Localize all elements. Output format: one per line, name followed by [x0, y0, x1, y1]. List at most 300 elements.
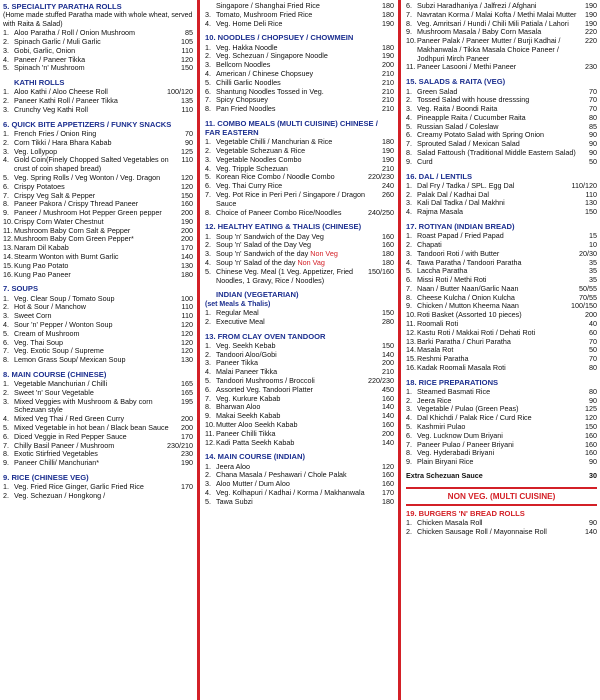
- item-price: 130: [585, 198, 597, 208]
- item-name-text: Kung Pao Potato: [14, 260, 69, 270]
- item-number: 8.: [3, 199, 9, 209]
- section-title: 8. MAIN COURSE (CHINESE): [3, 369, 107, 379]
- menu-item: [406, 364, 597, 373]
- item-number: 5.: [3, 328, 9, 338]
- item-number: 7.: [3, 346, 9, 356]
- item-name-text: Crunchy Veg Kathi Roll: [14, 105, 88, 115]
- item-price: 120: [181, 319, 193, 329]
- item-name-text: Veg. Amritsari / Hundi / Chili Mili Patiala / Lahori: [417, 18, 569, 28]
- item-name-text: Tossed Salad with house dresssing: [417, 95, 530, 105]
- item-price: 120: [181, 172, 193, 182]
- item-name-text: Paneer Tikka: [216, 358, 258, 368]
- section-title: 9. RICE (CHINESE VEG): [3, 472, 89, 482]
- item-price: 70: [589, 86, 597, 96]
- item-price: 40: [589, 318, 597, 328]
- item-price: 180: [181, 269, 193, 279]
- menu-item: [406, 37, 597, 63]
- item-number: 2.: [205, 349, 211, 359]
- item-number: 7.: [406, 439, 412, 449]
- item-price: 110: [181, 105, 193, 115]
- item-name-text: French Fries / Onion Ring: [14, 129, 97, 139]
- item-name-text: Paneer Palak / Paneer Mutter / Burji Kadhai / Makhanwala / Tikka Masala Choice Paneer / Jodhpuri Mirch Paneer: [417, 36, 561, 63]
- nonveg-items: [406, 519, 597, 537]
- section-title: 10. NOODLES / CHOPSUEY / CHOWMEIN: [205, 33, 354, 43]
- item-number: 2.: [3, 96, 9, 106]
- item-price: 90: [589, 457, 597, 467]
- menu-section: [3, 120, 193, 280]
- item-name: [14, 64, 179, 73]
- item-name-text: Veg. Lucknow Dum Briyani: [417, 430, 503, 440]
- menu-item: [406, 158, 597, 167]
- item-price: 190: [382, 146, 394, 156]
- item-price: 190: [382, 154, 394, 164]
- item-number: 4.: [406, 112, 412, 122]
- item-number: 4.: [3, 155, 9, 165]
- item-number: 6.: [406, 130, 412, 140]
- item-price: 70: [589, 95, 597, 105]
- item-name-text: Diced Veggie in Red Pepper Sauce: [14, 431, 127, 441]
- item-number: 7.: [205, 95, 211, 105]
- item-price: 120: [181, 346, 193, 356]
- item-price: 90: [589, 395, 597, 405]
- item-price: 35: [589, 266, 597, 276]
- item-name-text: Assorted Veg. Tandoori Platter: [216, 384, 313, 394]
- item-name-text: Veg. Hakka Noodle: [216, 42, 278, 52]
- item-price: 110: [181, 155, 193, 165]
- item-name-text: Tandoori Roti / with Butter: [417, 248, 500, 258]
- item-name-highlight: Non Veg: [310, 249, 338, 259]
- section-title: KATHI ROLLS: [14, 78, 65, 88]
- item-price: 130: [181, 260, 193, 270]
- section-title: 5. SPECIALITY PARATHA ROLLS: [3, 2, 122, 11]
- item-number: 13.: [406, 336, 416, 346]
- menu-item: [406, 149, 597, 158]
- item-price: 35: [589, 257, 597, 267]
- menu-item: [3, 398, 193, 416]
- item-number: 1.: [406, 386, 412, 396]
- item-number: 12.: [3, 234, 13, 244]
- menu-section: [205, 2, 394, 28]
- item-price: 210: [382, 86, 394, 96]
- item-name-text: Naan / Butter Naan/Garlic Naan: [417, 283, 519, 293]
- item-name-text: Lemon Grass Soup/ Mexican Soup: [14, 355, 126, 365]
- item-price: 120: [382, 461, 394, 471]
- item-price: 110: [585, 189, 597, 199]
- section-title: 12. HEALTHY EATING & THALIS (CHINESE): [205, 222, 362, 232]
- menu-item: [3, 156, 193, 174]
- menu-item: [406, 63, 597, 72]
- item-number: 11.: [205, 428, 215, 438]
- item-price: 150: [181, 190, 193, 200]
- item-name-text: Veg. Fried Rice Ginger, Garlic Fried Rice: [14, 482, 144, 492]
- menu-section: [205, 222, 394, 285]
- item-number: 3.: [3, 396, 9, 406]
- item-price: 70/55: [579, 292, 597, 302]
- item-name: [417, 208, 583, 217]
- item-number: 2.: [3, 387, 9, 397]
- item-name-text: Veg. Seekh Kebab: [216, 340, 276, 350]
- item-name-text: Gobi, Garlic, Onion: [14, 45, 76, 55]
- item-price: 190: [382, 51, 394, 61]
- item-number: 2.: [406, 239, 412, 249]
- menu-section: [406, 77, 597, 166]
- item-name-text: Mushroom Baby Corn Salt & Pepper: [14, 225, 131, 235]
- section-title: 18. RICE PREPARATIONS: [406, 377, 499, 387]
- item-price: 120: [181, 54, 193, 64]
- item-number: 6.: [406, 430, 412, 440]
- menu-item: [205, 498, 394, 507]
- item-name-text: Sprouted Salad / Mexican Salad: [417, 139, 520, 149]
- item-price: 200: [382, 60, 394, 70]
- item-name-text: Soup 'n' Salad of the day: [216, 257, 298, 267]
- item-price: 260: [382, 190, 394, 200]
- item-price: 180: [382, 257, 394, 267]
- item-number: 5.: [406, 121, 412, 131]
- menu-item: [3, 64, 193, 73]
- item-name-text: Korean Rice Combo / Noodle Combo: [216, 172, 335, 182]
- item-number: 2.: [205, 470, 211, 480]
- section-title: 13. FROM CLAY OVEN TANDOOR: [205, 331, 326, 341]
- item-name-text: Chinese Veg. Meal (1 Veg. Appetizer, Fried Noodles, 1 Gravy, Rice / Noodles): [216, 266, 354, 285]
- item-price: 160: [585, 439, 597, 449]
- item-number: 4.: [205, 18, 211, 28]
- section-title: 11. COMBO MEALS (MULTI CUISINE) CHINESE / FAR EASTERN: [205, 118, 378, 138]
- item-price: 170: [181, 482, 193, 492]
- item-number: 8.: [205, 207, 211, 217]
- item-number: 3.: [3, 311, 9, 321]
- item-number: 4.: [205, 257, 211, 267]
- item-name-text: Mutter Aloo Seekh Kabab: [216, 419, 298, 429]
- item-number: 2.: [205, 146, 211, 156]
- item-name-text: Reshmi Paratha: [417, 354, 469, 364]
- item-name-text: Kastu Roti / Makkai Roti / Dehati Roti: [417, 327, 536, 337]
- item-number: 6.: [406, 1, 412, 10]
- item-price: 15: [589, 231, 597, 241]
- item-price: 100/150: [571, 301, 597, 311]
- item-price: 210: [382, 163, 394, 173]
- item-price: 230: [585, 62, 597, 72]
- item-number: 1.: [3, 129, 9, 139]
- item-number: 1.: [3, 28, 9, 38]
- item-price: 200: [382, 358, 394, 368]
- section-note: (set Meals & Thalis): [205, 300, 271, 308]
- menu-item: [205, 20, 394, 29]
- item-price: 140: [585, 526, 597, 536]
- item-name-text: Veg. Hyderabadi Briyani: [417, 448, 495, 458]
- item-number: 4.: [205, 68, 211, 78]
- item-price: 50: [589, 345, 597, 355]
- item-name-text: Shantung Noodles Tossed in Veg.: [216, 86, 324, 96]
- item-name-text: Paneer Pulao / Paneer Briyani: [417, 439, 514, 449]
- item-price: 450: [382, 384, 394, 394]
- item-number: 2.: [205, 316, 211, 326]
- item-number: 8.: [205, 104, 211, 114]
- item-number: 5.: [406, 266, 412, 276]
- item-number: 10.: [406, 36, 416, 46]
- item-number: 7.: [205, 190, 211, 200]
- item-price: 160: [382, 231, 394, 241]
- item-name-text: Mushroom Baby Corn Green Pepper*: [14, 234, 134, 244]
- item-name-text: Paneer Lasooni / Methi Paneer: [417, 62, 517, 72]
- item-name-text: Soup 'n' Salad of the Day Veg: [216, 240, 312, 250]
- item-price: 10: [589, 239, 597, 249]
- item-price: 210: [382, 95, 394, 105]
- item-name-text: Laccha Paratha: [417, 266, 468, 276]
- item-name-text: Veg. Lollypop: [14, 146, 58, 156]
- section-note: (Home made stuffed Paratha made with whole wheat, served with Raita & Salad): [3, 12, 193, 28]
- item-price: 140: [382, 437, 394, 447]
- item-number: 5.: [205, 496, 211, 506]
- item-price: 210: [382, 367, 394, 377]
- item-name-text: Missi Roti / Methi Roti: [417, 275, 487, 285]
- item-number: 8.: [406, 448, 412, 458]
- item-name-text: Russian Salad / Coleslaw: [417, 121, 499, 131]
- item-number: 5.: [205, 266, 211, 276]
- item-number: 5.: [3, 172, 9, 182]
- item-price: 170: [181, 431, 193, 441]
- item-name-text: Veg. Thai Soup: [14, 337, 64, 347]
- item-price: 110: [181, 311, 193, 321]
- item-price: 90: [589, 517, 597, 527]
- item-number: 16.: [406, 362, 416, 372]
- item-number: 3.: [406, 248, 412, 258]
- item-price: 80: [589, 112, 597, 122]
- item-number: 4.: [406, 207, 412, 217]
- section-separator: [406, 487, 597, 489]
- menu-item: [205, 318, 394, 327]
- item-name-text: Mushroom Masala / Baby Corn Masala: [417, 27, 542, 37]
- item-name-text: Kali Dal Tadka / Dal Makhni: [417, 198, 505, 208]
- item-number: 5.: [3, 423, 9, 432]
- item-name-text: Crispy Veg Salt & Pepper: [14, 190, 96, 200]
- item-name: [14, 106, 179, 115]
- item-price: 140: [382, 402, 394, 412]
- item-price: 190: [585, 9, 597, 19]
- item-number: 4.: [406, 257, 412, 267]
- item-price: 200: [181, 423, 193, 432]
- item-name-text: Vegetable Noodles Combo: [216, 154, 302, 164]
- item-name-text: Veg. Home Deli Rice: [216, 18, 283, 28]
- menu-column-1: [0, 0, 196, 700]
- item-number: 2.: [205, 240, 211, 250]
- item-price: 240: [382, 181, 394, 191]
- item-name-text: Navratan Korma / Malai Kofta / Methi Malai Mutter: [417, 9, 577, 19]
- extra-item-name: Extra Schezuan Sauce: [406, 470, 483, 480]
- item-name-text: Choice of Paneer Combo Rice/Noodles: [216, 207, 342, 217]
- item-number: 7.: [3, 190, 9, 200]
- nonveg-section-title: 19. BURGERS 'N' BREAD ROLLS: [406, 508, 525, 518]
- item-name: [417, 63, 583, 72]
- item-name-text: Veg. Pot Rice in Peri Peri / Singapore / Dragon Sauce: [216, 190, 366, 208]
- item-name-text: Sour 'n' Pepper / Wonton Soup: [14, 319, 113, 329]
- item-price: 210: [382, 77, 394, 87]
- item-name-text: Dal Fry / Tadka / SPL. Egg Dal: [417, 180, 515, 190]
- menu-item: [3, 271, 193, 280]
- menu-section: [406, 172, 597, 217]
- item-number: 6.: [3, 431, 9, 441]
- item-price: 220/230: [368, 376, 394, 386]
- item-number: 1.: [406, 180, 412, 190]
- item-price: 160: [585, 448, 597, 458]
- menu-section: [3, 370, 193, 468]
- item-price: 90: [589, 139, 597, 149]
- item-number: 2.: [3, 490, 9, 500]
- item-name: [14, 271, 179, 280]
- item-name: [14, 492, 179, 501]
- item-number: 4.: [205, 487, 211, 497]
- item-name-text: Kadak Roomali Masala Roti: [417, 362, 506, 372]
- item-price: 160: [382, 240, 394, 250]
- item-name-text: Aloo Mutter / Dum Aloo: [216, 479, 290, 489]
- item-name-text: Exotic Stirfried Vegetables: [14, 449, 98, 459]
- item-price: 190: [585, 1, 597, 10]
- item-number: 14.: [3, 252, 13, 261]
- item-price: 180: [382, 9, 394, 19]
- item-number: 3.: [205, 154, 211, 164]
- menu-item: [205, 209, 394, 218]
- item-number: 1.: [205, 461, 211, 471]
- item-price: 100/120: [167, 87, 193, 97]
- menu-section: [205, 33, 394, 114]
- menu-column-2: [202, 0, 397, 700]
- item-name-text: Jeera Aloo: [216, 461, 250, 471]
- item-price: 100: [181, 293, 193, 303]
- menu-column-3: [403, 0, 600, 700]
- item-name-text: Bharwan Aloo: [216, 402, 261, 412]
- item-price: 200: [181, 234, 193, 244]
- item-price: 120: [181, 181, 193, 191]
- item-name-text: Crispy Potatoes: [14, 181, 65, 191]
- menu-item: [406, 208, 597, 217]
- menu-item: [3, 459, 193, 468]
- item-name-text: Tawa Paratha / Tandoori Paratha: [417, 257, 522, 267]
- item-number: 5.: [205, 376, 211, 386]
- item-number: 3.: [205, 9, 211, 19]
- item-number: 4.: [205, 367, 211, 377]
- item-number: 2.: [406, 95, 412, 105]
- item-name-text: Vegetable Schezuan & Rice: [216, 146, 306, 156]
- item-name: [14, 156, 179, 174]
- menu-section: [205, 452, 394, 506]
- item-number: 6.: [3, 337, 9, 347]
- item-price: 190: [181, 458, 193, 468]
- item-number: 8.: [3, 355, 9, 365]
- item-number: 1.: [406, 231, 412, 241]
- item-number: 9.: [406, 457, 412, 467]
- item-name: [417, 528, 583, 537]
- item-price: 200: [585, 310, 597, 320]
- item-price: 220: [585, 27, 597, 37]
- item-number: 9.: [406, 301, 412, 311]
- extra-item-price: 30: [589, 470, 597, 480]
- menu-section: [406, 2, 597, 72]
- item-price: 90: [589, 130, 597, 140]
- item-name-text: Sweet Corn: [14, 311, 52, 321]
- item-name-text: Veg. Kurkure Kabab: [216, 393, 281, 403]
- menu-section: [3, 473, 193, 501]
- item-number: 8.: [406, 18, 412, 28]
- item-name-text: Veg. Raita / Boondi Raita: [417, 104, 498, 114]
- item-price: 60: [589, 327, 597, 337]
- item-name-text: Chicken / Mutton Kheema Naan: [417, 301, 519, 311]
- section-title: 16. DAL / LENTILS: [406, 171, 473, 181]
- item-number: 3.: [205, 60, 211, 70]
- item-name-text: Tomato, Mushroom Fried Rice: [216, 9, 313, 19]
- item-name-text: Paneer Kathi Roll / Paneer Tikka: [14, 96, 118, 106]
- item-name: [14, 398, 179, 416]
- item-name-text: Jeera Rice: [417, 395, 452, 405]
- item-price: 135: [181, 96, 193, 106]
- item-name-text: Paneer Pakora / Crispy Thread Paneer: [14, 199, 139, 209]
- item-price: 200: [181, 208, 193, 218]
- extra-item: [406, 472, 597, 481]
- item-name-text: Veg. Kolhapuri / Kadhai / Korma / Makhanwala: [216, 487, 365, 497]
- item-number: 11.: [406, 318, 416, 328]
- item-name-text: Dal Khichdi / Palak Rice / Curd Rice: [417, 413, 532, 423]
- menu-item: [205, 105, 394, 114]
- item-name-text: Chicken Sausage Roll / Mayonnaise Roll: [417, 526, 547, 536]
- item-name-text: Rajma Masala: [417, 207, 463, 217]
- column-3-sections: [406, 2, 597, 467]
- menu-section: [3, 284, 193, 365]
- item-name-text: Chapati: [417, 239, 442, 249]
- item-name: [216, 209, 366, 218]
- menu-item: [205, 268, 394, 286]
- item-price: 125: [181, 146, 193, 156]
- item-name-text: Kadi Patta Seekh Kabab: [216, 437, 295, 447]
- item-name-text: Soup 'n' Sandwich of the Day Veg: [216, 231, 324, 241]
- item-number: 2.: [3, 37, 9, 47]
- menu-item: [205, 191, 394, 209]
- item-name-text: Chana Masala / Peshawari / Chole Palak: [216, 470, 347, 480]
- item-price: 70: [589, 104, 597, 114]
- item-number: 3.: [205, 479, 211, 489]
- item-price: 170: [382, 487, 394, 497]
- item-number: 1.: [3, 293, 9, 303]
- item-price: 165: [181, 379, 193, 389]
- item-name-text: Curd: [417, 156, 433, 166]
- item-price: 210: [382, 68, 394, 78]
- item-name: [216, 105, 380, 114]
- item-name-text: Veg. Schezuan / Hongkong /: [14, 490, 106, 500]
- item-price: 190: [181, 216, 193, 226]
- item-number: 15.: [3, 260, 13, 270]
- item-price: 70: [589, 354, 597, 364]
- section-title: 14. MAIN COURSE (INDIAN): [205, 452, 305, 462]
- item-name: [417, 458, 583, 467]
- item-name-text: Pineapple Raita / Cucumber Raita: [417, 112, 526, 122]
- item-name-text: Roti Basket (Assorted 10 pieces): [417, 310, 522, 320]
- item-price: 170: [181, 243, 193, 253]
- item-number: 4.: [3, 319, 9, 329]
- item-number: 5.: [406, 422, 412, 432]
- item-name-text: Roast Papad / Fried Papad: [417, 231, 504, 241]
- item-name-text: Veg. Exotic Soup / Supreme: [14, 346, 104, 356]
- item-name-text: Aloo Kathi / Aloo Cheese Roll: [14, 87, 108, 97]
- item-name-text: Stearm Wonton with Burnt Garlic: [14, 252, 119, 261]
- item-name: [216, 268, 366, 286]
- item-price: 160: [382, 393, 394, 403]
- item-number: 9.: [205, 411, 211, 421]
- item-price: 280: [382, 316, 394, 326]
- item-name-text: Kashmiri Pulao: [417, 422, 466, 432]
- menu-section: [406, 222, 597, 373]
- item-number: 4.: [406, 413, 412, 423]
- item-number: 3.: [406, 198, 412, 208]
- item-number: 4.: [205, 163, 211, 173]
- item-name-text: Executive Meal: [216, 316, 265, 326]
- item-number: 16.: [3, 269, 13, 279]
